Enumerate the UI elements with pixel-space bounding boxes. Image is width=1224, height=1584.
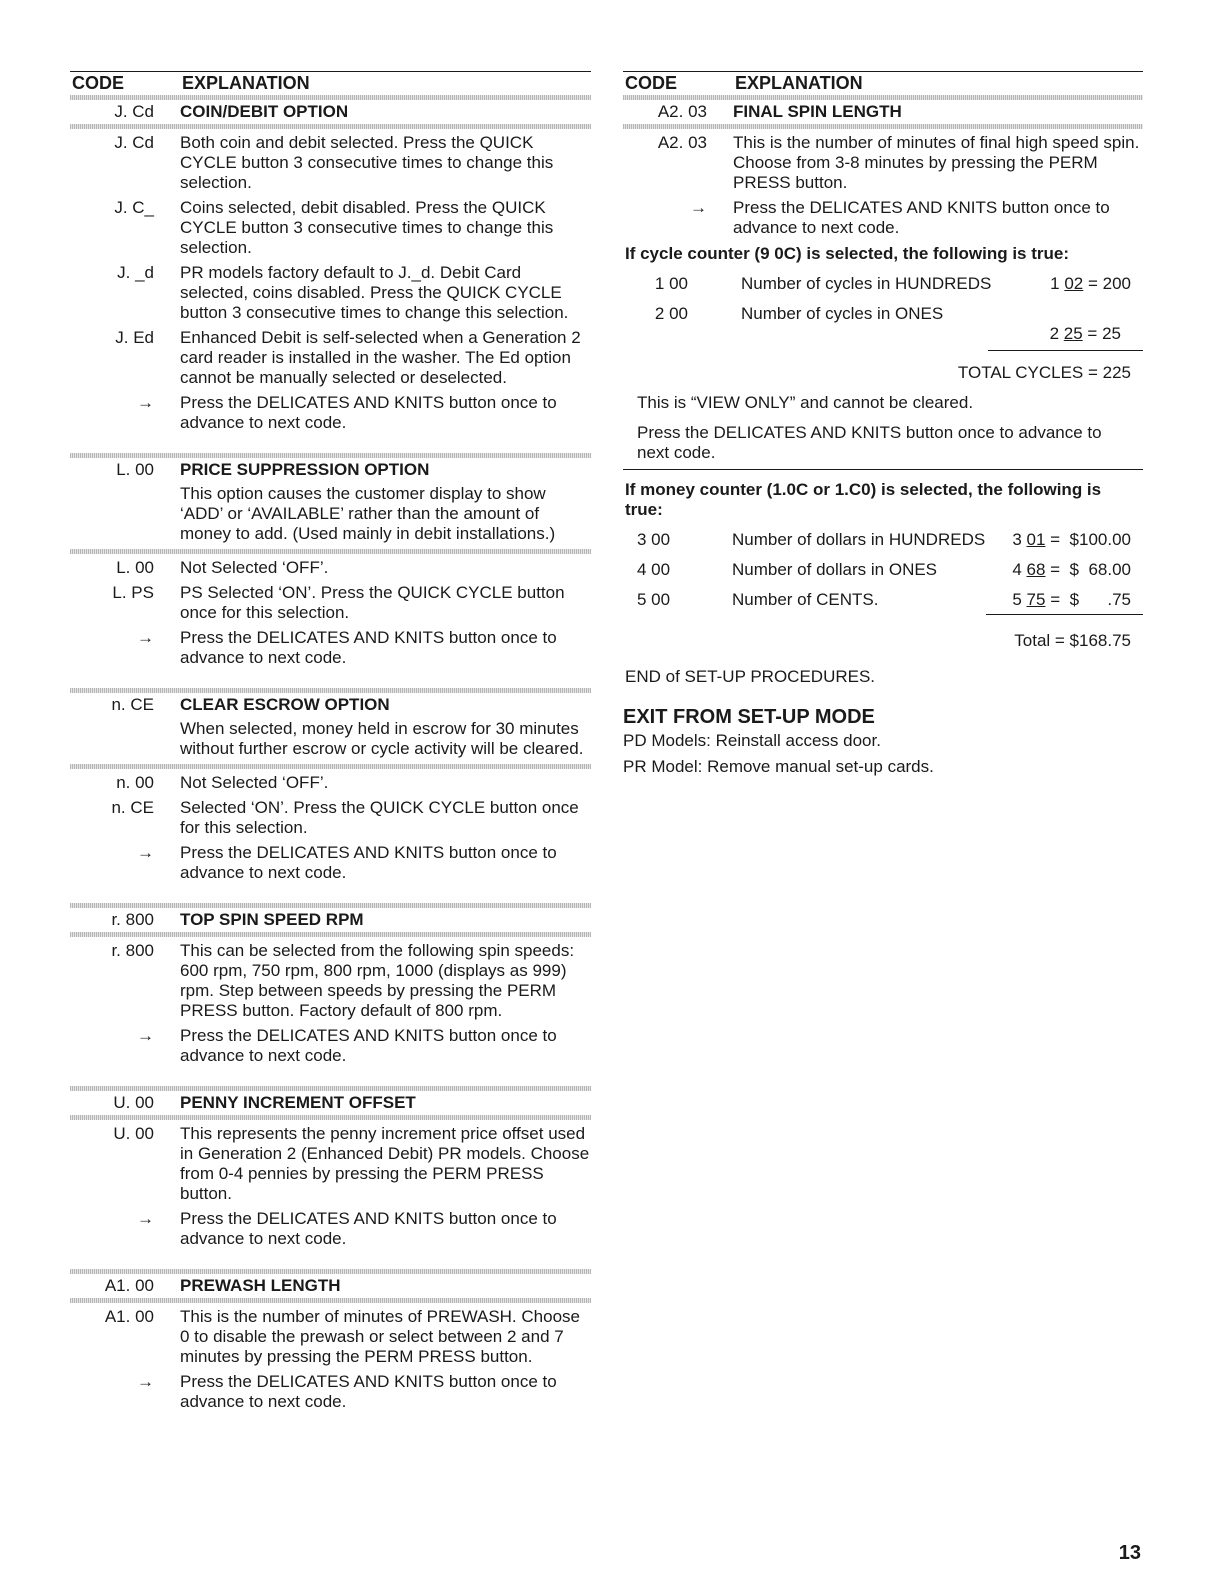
arrow-icon: → <box>137 1209 154 1228</box>
row-code: L. PS <box>112 583 154 602</box>
divider <box>623 469 1143 470</box>
code-row <box>70 198 591 258</box>
section-heading <box>70 693 591 717</box>
section-rows <box>70 1120 591 1249</box>
cycle-code: 1 00 <box>654 274 688 293</box>
arrow-icon: → <box>137 1026 154 1045</box>
row-text: Press the DELICATES AND KNITS button once to advance to next code. <box>180 843 557 882</box>
row-text: Selected ‘ON’. Press the QUICK CYCLE button once for this selection. <box>180 798 579 837</box>
section-heading <box>70 908 591 932</box>
cycle-formula <box>623 324 1143 344</box>
row-code: n. 00 <box>116 773 154 792</box>
section-rows <box>70 1303 591 1412</box>
code-row <box>70 798 591 838</box>
intro-text: This option causes the customer display to show ‘ADD’ or ‘AVAILABLE’ rather than the amount of money to add. (Used mainly in debit installations.) <box>180 484 556 543</box>
money-heading: If money counter (1.0C or 1.C0) is selected, the following is true: <box>625 480 1102 519</box>
code-row <box>70 941 591 1021</box>
section-heading <box>70 100 591 124</box>
code-row <box>70 1372 591 1412</box>
left-column <box>70 71 591 1417</box>
money-code: 4 00 <box>637 560 671 579</box>
row-text: PS Selected ‘ON’. Press the QUICK CYCLE button once for this selection. <box>180 583 565 622</box>
money-total: Total = $168.75 <box>1014 631 1131 650</box>
code-row <box>623 198 1143 238</box>
code-row <box>70 393 591 433</box>
money-formula <box>991 530 1143 550</box>
code-row <box>70 328 591 388</box>
header-code: CODE <box>625 73 678 93</box>
section-code: J. Cd <box>114 102 154 121</box>
cycle-code: 2 00 <box>654 304 688 323</box>
row-text: Press the DELICATES AND KNITS button once to advance to next code. <box>180 1372 557 1411</box>
cycle-row <box>623 274 1143 294</box>
row-text: This can be selected from the following spin speeds: 600 rpm, 750 rpm, 800 rpm, 1000 (displays as 999) rpm. Step between speeds by pressing the PERM PRESS button. Factory default of 800 rpm. <box>180 941 575 1020</box>
section-code: r. 800 <box>111 910 154 929</box>
code-row <box>70 1307 591 1367</box>
section-heading <box>70 458 591 482</box>
code-row <box>70 133 591 193</box>
formula-result: = 25 <box>1082 324 1121 343</box>
row-code: r. 800 <box>111 941 154 960</box>
row-text: Coins selected, debit disabled. Press the QUICK CYCLE button 3 consecutive times to change this selection. <box>180 198 554 257</box>
row-code: n. CE <box>111 798 154 817</box>
section-rows <box>70 129 591 433</box>
section-code: A2. 03 <box>657 102 707 121</box>
section-heading <box>70 1274 591 1298</box>
section-heading <box>70 1091 591 1115</box>
cycle-desc: Number of cycles in HUNDREDS <box>741 274 992 293</box>
row-text: Press the DELICATES AND KNITS button once to advance to next code. <box>733 198 1110 237</box>
money-desc: Number of CENTS. <box>732 590 879 609</box>
advance-note: Press the DELICATES AND KNITS button once to advance to next code. <box>637 423 1102 462</box>
arrow-icon: → <box>137 843 154 862</box>
section-intro <box>70 719 591 759</box>
formula-prefix: 5 <box>1012 590 1027 609</box>
formula-digits: 25 <box>1063 324 1083 343</box>
money-formula <box>991 590 1143 610</box>
sum-rule <box>986 614 1143 615</box>
row-code: U. 00 <box>113 1124 154 1143</box>
arrow-icon: → <box>690 198 707 217</box>
row-text: Press the DELICATES AND KNITS button once to advance to next code. <box>180 1209 557 1248</box>
money-row <box>623 560 1143 580</box>
section-title: PENNY INCREMENT OFFSET <box>180 1093 416 1112</box>
section-title: PREWASH LENGTH <box>180 1276 341 1295</box>
section-rows <box>70 769 591 883</box>
formula-result: = $ 68.00 <box>1045 560 1131 579</box>
section-title: TOP SPIN SPEED RPM <box>180 910 364 929</box>
section-rows <box>70 554 591 668</box>
section-heading <box>623 100 1143 124</box>
formula-prefix: 3 <box>1012 530 1027 549</box>
section-code: L. 00 <box>116 460 154 479</box>
header-explanation: EXPLANATION <box>182 73 310 93</box>
page-number: 13 <box>1118 1542 1141 1564</box>
code-row <box>70 583 591 623</box>
end-note: END of SET-UP PROCEDURES. <box>625 667 876 686</box>
table-header <box>70 71 591 95</box>
code-row <box>70 773 591 793</box>
row-code: A1. 00 <box>104 1307 154 1326</box>
cycle-heading: If cycle counter (9 0C) is selected, the following is true: <box>625 244 1069 263</box>
header-explanation: EXPLANATION <box>735 73 863 93</box>
section-code: A1. 00 <box>104 1276 154 1295</box>
row-text: Press the DELICATES AND KNITS button once to advance to next code. <box>180 1026 557 1065</box>
cycle-formula <box>1031 274 1143 294</box>
code-row <box>70 1209 591 1249</box>
row-text: Not Selected ‘OFF’. <box>180 558 329 577</box>
row-text: Not Selected ‘OFF’. <box>180 773 329 792</box>
section-gap <box>70 1071 591 1086</box>
row-text: Both coin and debit selected. Press the QUICK CYCLE button 3 consecutive times to change this selection. <box>180 133 554 192</box>
money-row <box>623 530 1143 550</box>
row-text: Press the DELICATES AND KNITS button once to advance to next code. <box>180 628 557 667</box>
money-formula <box>991 560 1143 580</box>
section-code: n. CE <box>111 695 154 714</box>
money-desc: Number of dollars in HUNDREDS <box>732 530 986 549</box>
code-row <box>70 558 591 578</box>
formula-digits: 75 <box>1026 590 1046 609</box>
formula-result: = 200 <box>1083 274 1131 293</box>
row-code: J. Ed <box>115 328 154 347</box>
row-text: This is the number of minutes of final high speed spin. Choose from 3-8 minutes by pressing the PERM PRESS button. <box>733 133 1140 192</box>
code-row <box>70 843 591 883</box>
section-rows <box>70 937 591 1066</box>
arrow-icon: → <box>137 628 154 647</box>
left-sections <box>70 95 591 1412</box>
formula-result: = $100.00 <box>1045 530 1131 549</box>
row-text: This is the number of minutes of PREWASH. Choose 0 to disable the prewash or select between 2 and 7 minutes by pressing the PERM PRESS button. <box>180 1307 580 1366</box>
exit-instruction: PD Models: Reinstall access door. <box>623 731 881 750</box>
section-gap <box>70 673 591 688</box>
total-cycles: TOTAL CYCLES = 225 <box>957 363 1131 382</box>
formula-digits: 68 <box>1026 560 1046 579</box>
code-row <box>70 263 591 323</box>
section-code: U. 00 <box>113 1093 154 1112</box>
section-rows <box>623 129 1143 238</box>
money-code: 5 00 <box>637 590 671 609</box>
row-code: J. Cd <box>114 133 154 152</box>
formula-prefix: 4 <box>1012 560 1027 579</box>
section-title: CLEAR ESCROW OPTION <box>180 695 390 714</box>
sum-rule <box>988 350 1143 351</box>
money-code: 3 00 <box>637 530 671 549</box>
exit-instruction: PR Model: Remove manual set-up cards. <box>623 757 934 776</box>
table-header <box>623 71 1143 95</box>
money-desc: Number of dollars in ONES <box>732 560 938 579</box>
formula-digits: 02 <box>1064 274 1084 293</box>
header-code: CODE <box>72 73 125 93</box>
right-column <box>623 71 1143 777</box>
formula-result: = $ .75 <box>1045 590 1131 609</box>
intro-text: When selected, money held in escrow for 30 minutes without further escrow or cycle activity will be cleared. <box>180 719 584 758</box>
code-row <box>623 133 1143 193</box>
row-code: A2. 03 <box>657 133 707 152</box>
row-text: PR models factory default to J._d. Debit Card selected, coins disabled. Press the QUICK CYCLE button 3 consecutive times to change this selection. <box>180 263 569 322</box>
formula-prefix: 1 <box>1050 274 1065 293</box>
row-text: This represents the penny increment price offset used in Generation 2 (Enhanced Debit) PR models. Choose from 0-4 pennies by pressing the PERM PRESS button. <box>180 1124 590 1203</box>
row-code: J. C_ <box>114 198 154 217</box>
section-intro <box>70 484 591 544</box>
code-row <box>70 1026 591 1066</box>
section-title: COIN/DEBIT OPTION <box>180 102 349 121</box>
section-gap <box>70 888 591 903</box>
row-code <box>70 484 180 544</box>
cycle-row <box>623 304 1143 324</box>
row-code <box>70 719 180 759</box>
row-code: L. 00 <box>116 558 154 577</box>
section-title: FINAL SPIN LENGTH <box>733 102 902 121</box>
money-row <box>623 590 1143 610</box>
row-code: J. _d <box>117 263 154 282</box>
formula-digits: 01 <box>1026 530 1046 549</box>
section-gap <box>70 438 591 453</box>
view-only-note: This is “VIEW ONLY” and cannot be cleared. <box>637 393 974 412</box>
exit-title: EXIT FROM SET-UP MODE <box>623 706 875 728</box>
row-text: Enhanced Debit is self-selected when a Generation 2 card reader is installed in the washer. The Ed option cannot be manually selected or deselected. <box>180 328 581 387</box>
arrow-icon: → <box>137 393 154 412</box>
code-row <box>70 628 591 668</box>
formula-prefix: 2 <box>1049 324 1064 343</box>
cycle-desc: Number of cycles in ONES <box>741 304 944 323</box>
arrow-icon: → <box>137 1372 154 1391</box>
row-text: Press the DELICATES AND KNITS button once to advance to next code. <box>180 393 557 432</box>
code-row <box>70 1124 591 1204</box>
section-title: PRICE SUPPRESSION OPTION <box>180 460 430 479</box>
section-gap <box>70 1254 591 1269</box>
